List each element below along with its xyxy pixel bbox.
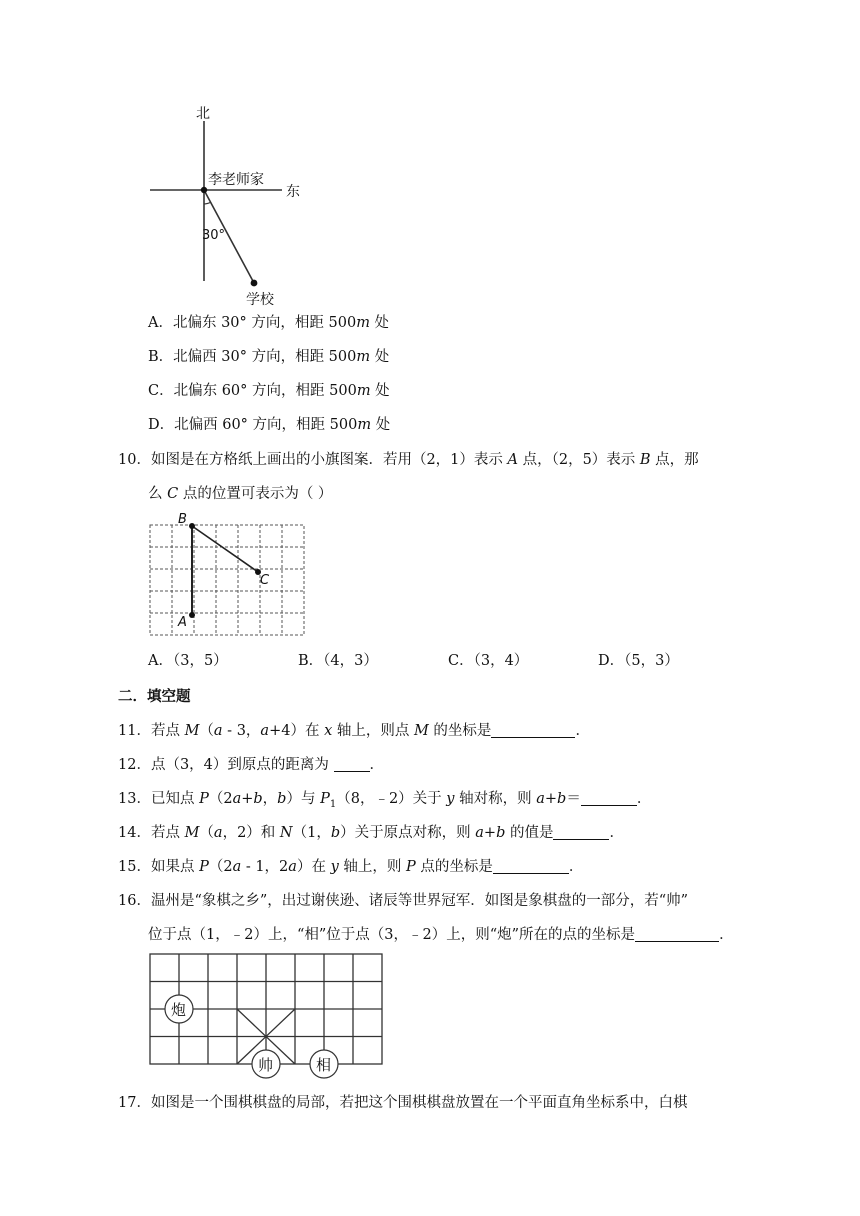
q12: 12．点（3，4）到原点的距离为 ． [118, 757, 385, 773]
q13: 13．已知点 P（2a+b，b）与 $P_1(8$，﹣2）关于 y 轴对称，则 a+b＝ ． [118, 791, 652, 810]
answer-blank[interactable] [581, 789, 637, 806]
home-label: 李老师家 [208, 172, 264, 188]
compass-figure [140, 96, 320, 316]
chess-board-figure [140, 948, 390, 1084]
q14: 14．若点 M（a，2）和 N（1，b）关于原点对称，则 a+b 的值是 ． [118, 825, 624, 841]
angle-arc [204, 202, 211, 204]
q16-line1: 16．温州是“象棋之乡”，出过谢侠逊、诸辰等世界冠军．如图是象棋盘的一部分，若“帅” [118, 893, 689, 909]
flag-grid-figure [140, 510, 310, 640]
q10-option-a: A．（3，5） [148, 653, 228, 669]
q16-line2: 位于点（1，﹣2）上，“相”位于点（3，﹣2）上，则“炮”所在的点的坐标是 ． [148, 927, 734, 943]
point-b [189, 523, 195, 529]
piece-shuai-label: 帅 [258, 1056, 274, 1074]
label-a: A [178, 615, 187, 630]
q9-option-b: B．北偏西 30° 方向，相距 500m 处 [148, 349, 390, 365]
north-label: 北 [196, 106, 210, 122]
answer-blank[interactable] [553, 823, 609, 840]
piece-pao-label: 炮 [171, 1001, 187, 1019]
q10-option-d: D．（5，3） [598, 653, 679, 669]
q10-line1: 10．如图是在方格纸上画出的小旗图案．若用（2，1）表示 A 点，（2，5）表示 B 点，那 [118, 452, 699, 468]
answer-blank[interactable] [491, 721, 575, 738]
answer-blank[interactable] [635, 925, 719, 942]
q17-line1: 17．如图是一个围棋棋盘的局部，若把这个围棋棋盘放置在一个平面直角坐标系中，白棋 [118, 1095, 688, 1111]
answer-blank[interactable] [493, 857, 569, 874]
east-label: 东 [286, 184, 300, 200]
piece-xiang-label: 相 [316, 1056, 332, 1074]
point-a [189, 612, 195, 618]
q9-option-a: A．北偏东 30° 方向，相距 500m 处 [148, 315, 390, 331]
flag-edge [192, 526, 258, 572]
q11: 11．若点 M（a - 3，a+4）在 x 轴上，则点 M 的坐标是 ． [118, 723, 590, 739]
label-b: B [178, 512, 187, 527]
school-dot [251, 280, 258, 287]
label-c: C [260, 573, 270, 588]
dashed-grid [150, 525, 304, 635]
school-label: 学校 [246, 292, 274, 308]
q10-option-b: B．（4，3） [298, 653, 378, 669]
answer-blank[interactable] [334, 755, 370, 772]
home-dot [201, 187, 207, 193]
angle-label: 30° [202, 228, 226, 243]
section-heading: 二．填空题 [118, 688, 191, 705]
q10-option-c: C．（3，4） [448, 653, 529, 669]
q10-line2: 么 C 点的位置可表示为（ ） [148, 486, 333, 502]
q15: 15．如果点 P（2a - 1，2a）在 y 轴上，则 P 点的坐标是 ． [118, 859, 584, 875]
q9-option-c: C．北偏东 60° 方向，相距 500m 处 [148, 383, 390, 399]
q9-option-d: D．北偏西 60° 方向，相距 500m 处 [148, 417, 391, 433]
